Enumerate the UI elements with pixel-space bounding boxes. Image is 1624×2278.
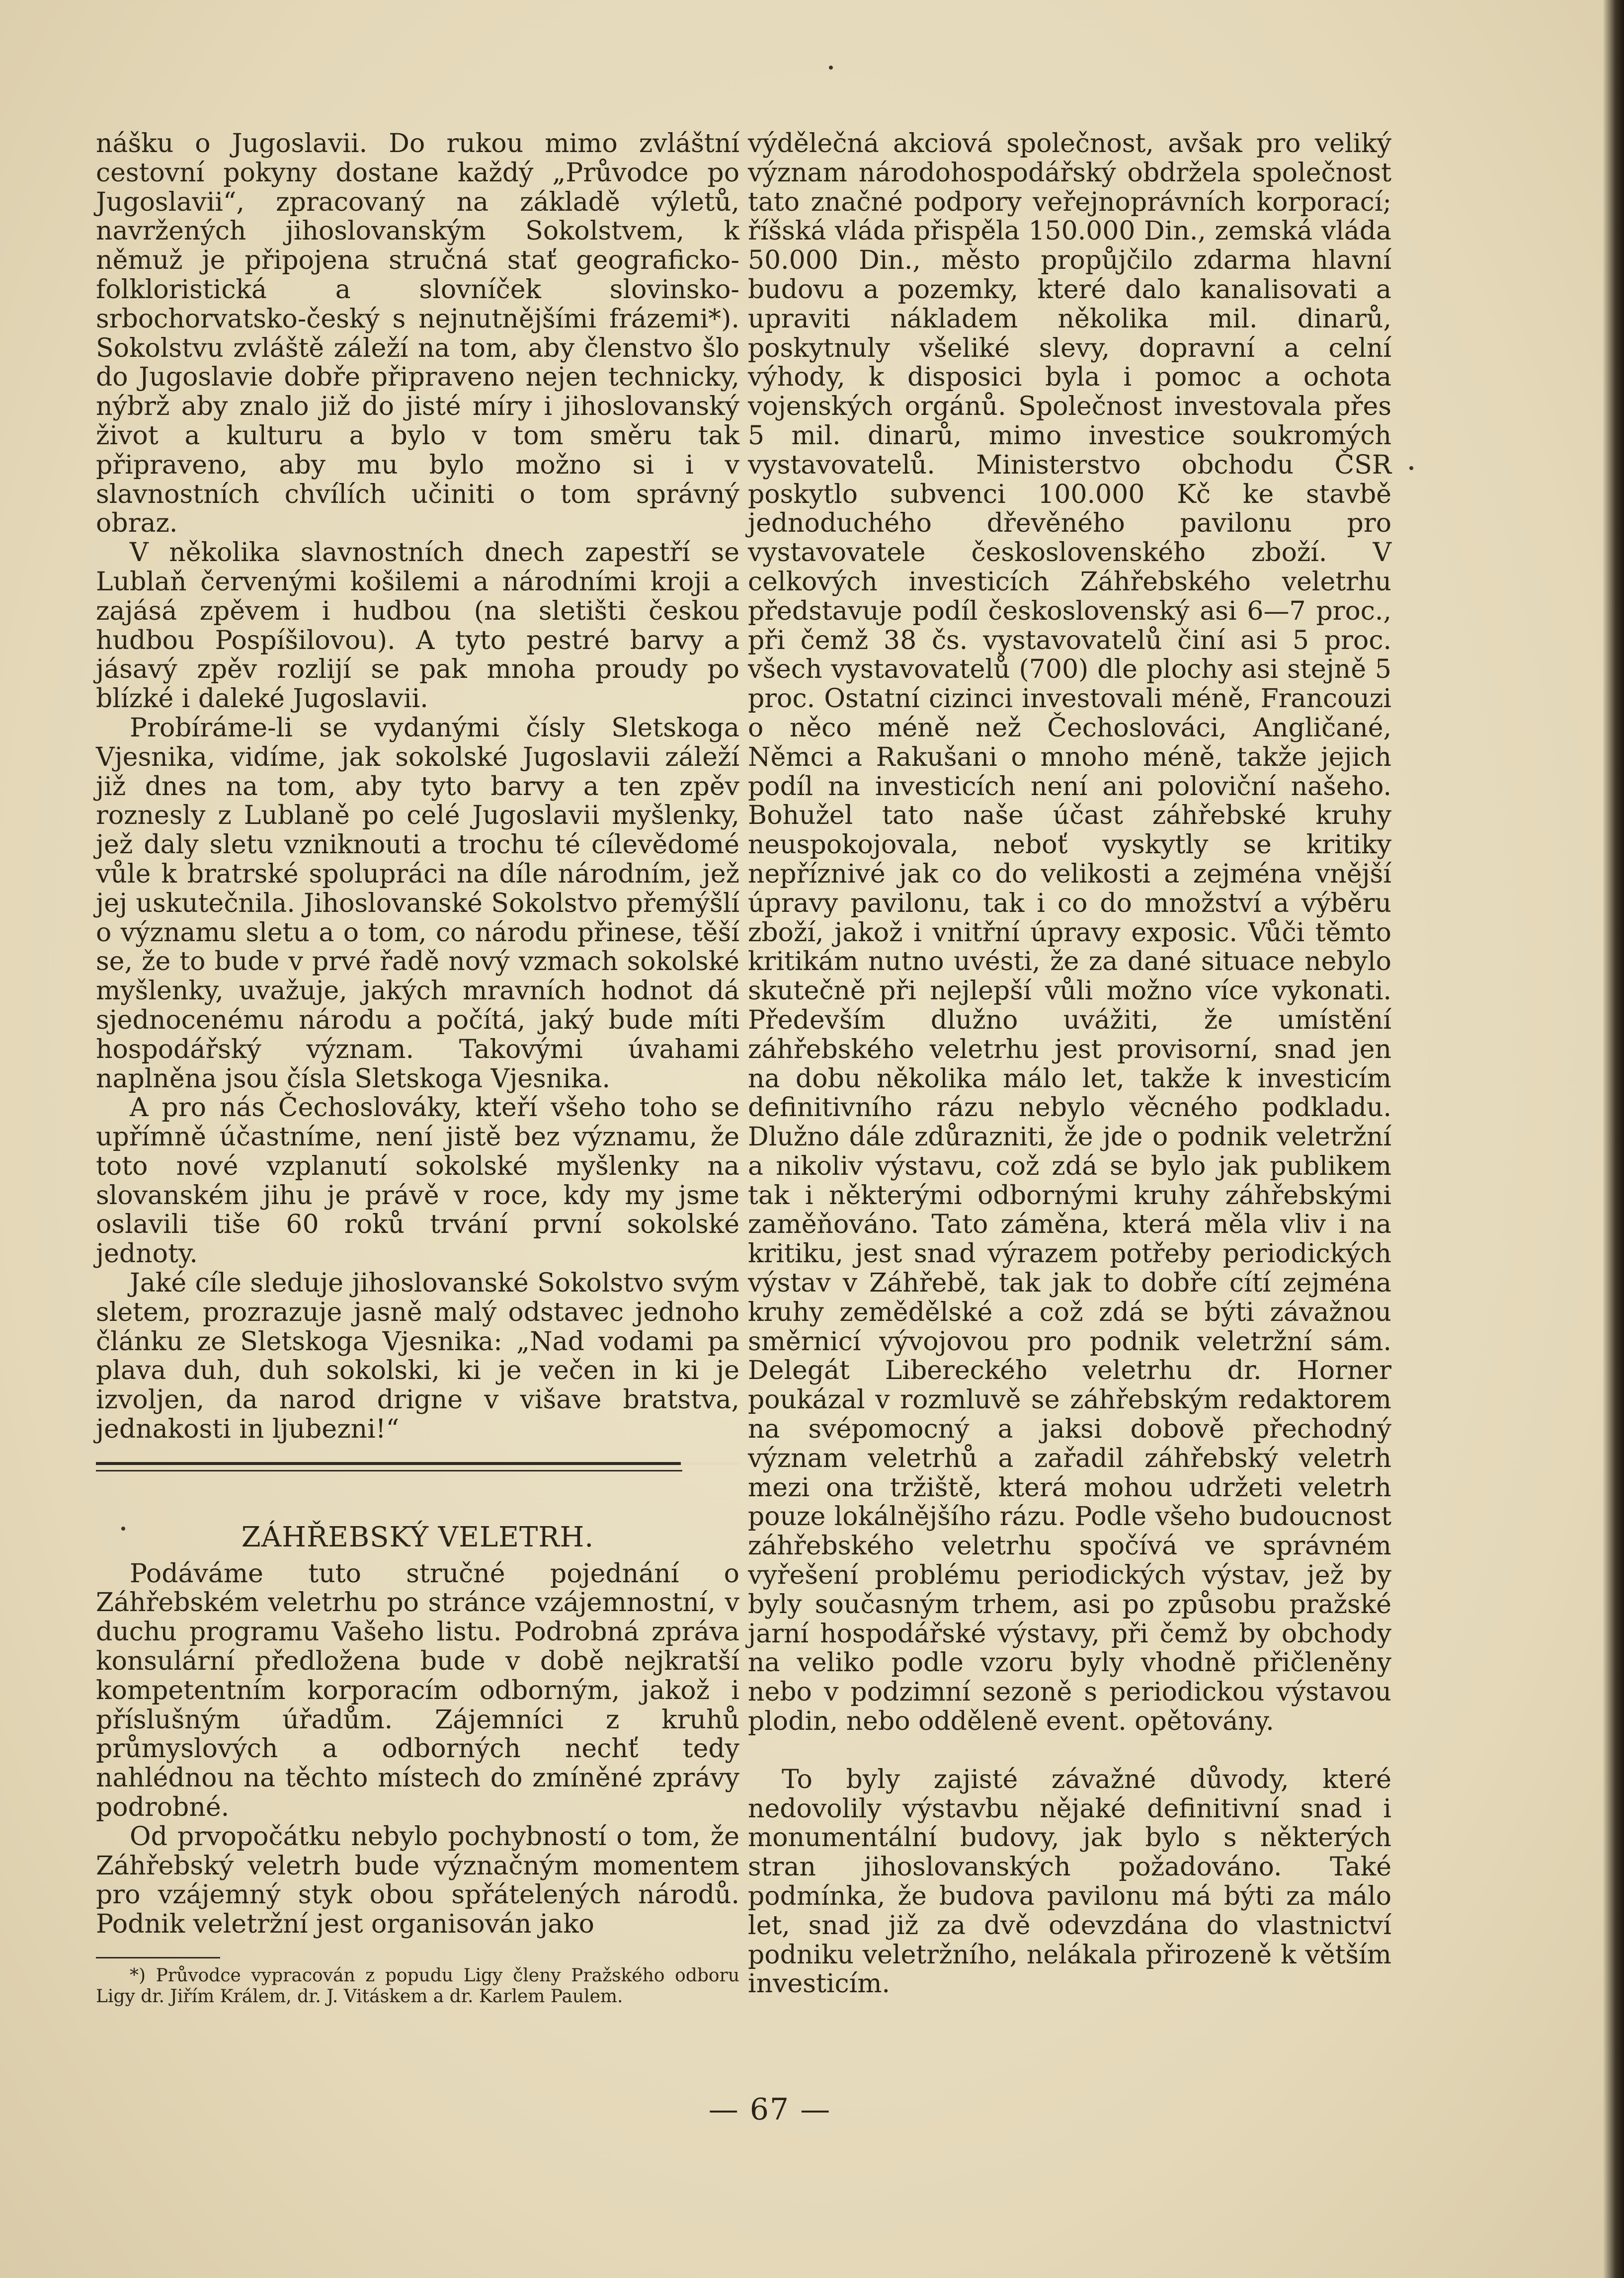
section-title: ZÁHŘEBSKÝ VELETRH. [241, 1521, 594, 1553]
left-column [96, 129, 739, 2007]
footnote: *) Průvodce vypracován z popudu Ligy členy Pražského odboru Ligy dr. Jiřím Králem, dr. J. Vitáskem a dr. Karlem Paulem. [96, 1965, 739, 2007]
paragraph: výdělečná akciová společnost, avšak pro veliký význam národohospodářský obdržela společnost tato značné podpory veřejnoprávních korporací; říšská vláda přispěla 150.000 Din., zemská vláda 50.000 Din., město propůjčilo zdarma hlavní budovu a pozemky, které dalo kanalisovati a upraviti nákladem několika mil. dinarů, poskytnuly všeliké slevy, dopravní a celní výhody, k disposici byla i pomoc a ochota vojenských orgánů. Společnost investovala přes 5 mil. dinarů, mimo investice soukromých vystavovatelů. Ministerstvo obchodu ČSR poskytlo subvenci 100.000 Kč ke stavbě jednoduchého dřevěného pavilonu pro vystavovatele československého zboží. V celkových investicích Záhřebského veletrhu představuje podíl československý asi 6—7 proc., při čemž 38 čs. vystavovatelů činí asi 5 proc. všech vystavovatelů (700) dle plochy asi stejně 5 proc. Ostatní cizinci investovali méně, Francouzi o něco méně než Čechoslováci, Angličané, Němci a Rakušani o mnoho méně, takže jejich podíl na investicích není ani poloviční našeho. Bohužel tato naše účast záhřebské kruhy neuspokojovala, neboť vyskytly se kritiky nepříznivé jak co do velikosti a zejména vnější úpravy pavilonu, tak i co do množství a výběru zboží, jakož i vnitřní úpravy exposic. Vůči těmto kritikám nutno uvésti, že za dané situace nebylo skutečně při nejlepší vůli možno více vykonati. Především dlužno uvážiti, že umístění záhřebského veletrhu jest provisorní, snad jen na dobu několika málo let, takže k investicím definitivního rázu nebylo věcného podkladu. Dlužno dále zdůrazniti, že jde o podnik veletržní a nikoliv výstavu, což zdá se bylo jak publikem tak i některými odbornými kruhy záhřebskými zaměňováno. Tato záměna, která měla vliv i na kritiku, jest snad výrazem potřeby periodických výstav v Záhřebě, tak jak to dobře cítí zejména kruhy zemědělské a což zdá se býti závažnou směrnicí vývojovou pro podnik veletržní sám. Delegát Libereckého veletrhu dr. Horner poukázal v rozmluvě se záhřebským redaktorem na svépomocný a jaksi dobově přechodný význam veletrhů a zařadil záhřebský veletrh mezi ona tržiště, která mohou udržeti veletrh pouze lokálnějšího rázu. Podle všeho budoucnost záhřebského veletrhu spočívá ve správném vyřešení problému periodických výstav, jež by byly současným trhem, asi po způsobu pražské jarní hospodářské výstavy, při čemž by obchody na veliko podle vzoru byly vhodně přičleněny nebo v podzimní sezoně s periodickou výstavou plodin, nebo odděleně event. opětovány. [748, 129, 1391, 1737]
paragraph: Od prvopočátku nebylo pochybností o tom, že Záhřebský veletrh bude význačným momentem pro vzájemný styk obou spřátelených národů. Podnik veletržní jest organisován jako [96, 1821, 739, 1940]
paragraph: V několika slavnostních dnech zapestří se Lublaň červenými košilemi a národními kroji a zajásá zpěvem i hudbou (na sletišti českou hudbou Pospíšilovou). A tyto pestré barvy a jásavý zpěv rozlijí se pak mnoha proudy po blízké i daleké Jugoslavii. [96, 538, 739, 714]
page-number: — 67 — [708, 2092, 831, 2127]
page-edge-shadow [1603, 0, 1624, 2278]
section-divider-thin [96, 1470, 682, 1471]
paragraph: A pro nás Čechoslováky, kteří všeho toho se upřímně účastníme, není jistě bez významu, že toto nové vzplanutí sokolské myšlenky na slovanském jihu je právě v roce, kdy my jsme oslavili tiše 60 roků trvání první sokolské jednoty. [96, 1093, 739, 1269]
paragraph: Jaké cíle sleduje jihoslovanské Sokolstvo svým sletem, prozrazuje jasně malý odstavec jednoho článku ze Sletskoga Vjesnika: „Nad vodami pa plava duh, duh sokolski, ki je večen in ki je izvoljen, da narod drigne v višave bratstva, jednakosti in ljubezni!“ [96, 1268, 739, 1445]
footnote-rule [96, 1957, 220, 1958]
paragraph: Podáváme tuto stručné pojednání o Záhřebském veletrhu po stránce vzájemnostní, v duchu programu Vašeho listu. Podrobná zpráva konsulární předložena bude v době nejkratší kompetentním korporacím odborným, jakož i příslušným úřadům. Zájemníci z kruhů průmyslových a odborných nechť tedy nahlédnou na těchto místech do zmíněné zprávy podrobné. [96, 1558, 739, 1823]
paragraph: Probíráme-li se vydanými čísly Sletskoga Vjesnika, vidíme, jak sokolské Jugoslavii záleží již dnes na tom, aby tyto barvy a ten zpěv roznesly z Lublaně po celé Jugoslavii myšlenky, jež daly sletu vzniknouti a trochu té cílevědomé vůle k bratrské spolupráci na díle národním, jež jej uskutečnila. Jihoslovanské Sokolstvo přemýšlí o významu sletu a o tom, co národu přinese, těší se, že to bude v prvé řadě nový vzmach sokolské myšlenky, uvažuje, jakých mravních hodnot dá sjednocenému národu a počítá, jaký bude míti hospodářský význam. Takovými úvahami naplněna jsou čísla Sletskoga Vjesnika. [96, 713, 739, 1094]
paragraph: nášku o Jugoslavii. Do rukou mimo zvláštní cestovní pokyny dostane každý „Průvodce po Jugoslavii“, zpracovaný na základě výletů, navržených jihoslovanským Sokolstvem, k němuž je připojena stručná stať geograficko-folkloristická a slovníček slovinsko-srbochorvatsko-český s nejnutnějšími frázemi*). Sokolstvu zvláště záleží na tom, aby členstvo šlo do Jugoslavie dobře připraveno nejen technicky, nýbrž aby znalo již do jisté míry i jihoslovanský život a kulturu a bylo v tom směru tak připraveno, aby mu bylo možno si i v slavnostních chvílích učiniti o tom správný obraz. [96, 129, 739, 539]
ink-speck [829, 66, 833, 70]
right-column [748, 129, 1391, 1999]
paragraph-gap [748, 1736, 1391, 1765]
section-divider [96, 1462, 739, 1465]
ink-speck [1409, 466, 1413, 470]
paragraph: To byly zajisté závažné důvody, které nedovolily výstavbu nějaké definitivní snad i monumentální budovy, jak bylo s některých stran jihoslovanských požadováno. Také podmínka, že budova pavilonu má býti za málo let, snad již za dvě odevzdána do vlastnictví podniku veletržního, nelákala přirozeně k větším investicím. [748, 1764, 1391, 1999]
